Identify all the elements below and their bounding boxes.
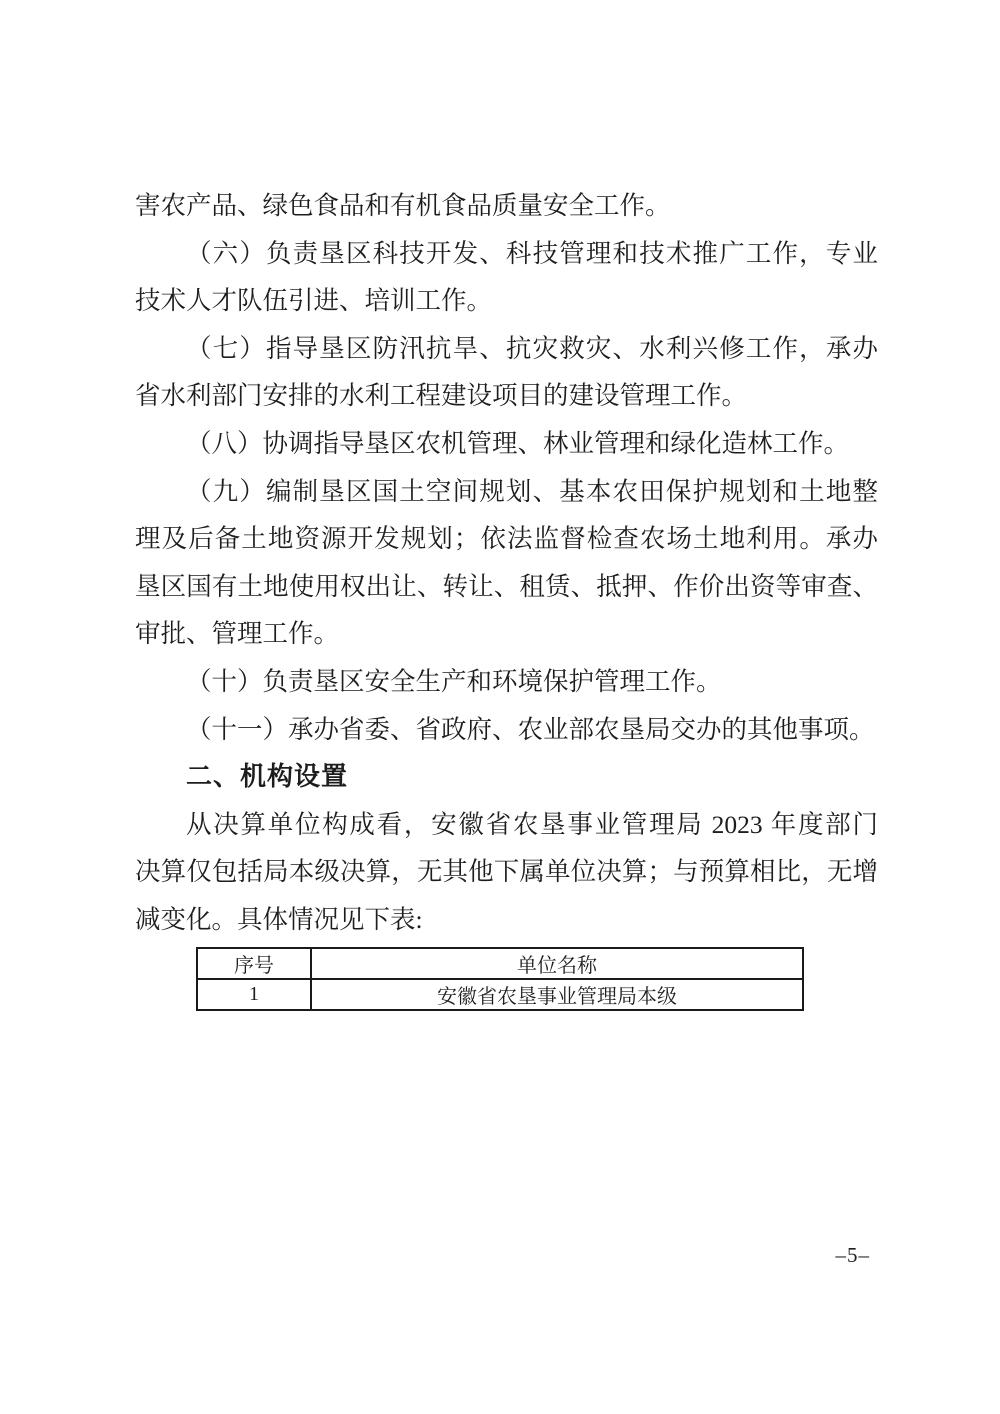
page-number: –5– [835, 1243, 870, 1267]
paragraph-line-item-9-cont-3: 审批、管理工作。 [135, 619, 340, 649]
paragraph-line-item-11: （十一）承办省委、省政府、农业部农垦局交办的其他事项。 [186, 714, 875, 744]
table-header-serial-number: 序号 [197, 948, 311, 979]
paragraph-line-item-9-cont-1: 理及后备土地资源开发规划；依法监督检查农场土地利用。承办 [135, 524, 878, 554]
table-header-row [197, 948, 803, 979]
paragraph-line-continuation: 害农产品、绿色食品和有机食品质量安全工作。 [135, 191, 671, 220]
paragraph-line-org-intro-2: 决算仅包括局本级决算，无其他下属单位决算；与预算相比，无增 [135, 857, 878, 887]
table-header-unit-name: 单位名称 [311, 948, 803, 979]
section-heading-organization-setup: 二、机构设置 [186, 761, 349, 792]
paragraph-line-item-6-cont: 技术人才队伍引进、培训工作。 [135, 286, 493, 316]
paragraph-line-org-intro-3: 减变化。具体情况见下表: [135, 904, 423, 934]
paragraph-line-org-intro-1: 从决算单位构成看，安徽省农垦事业管理局 2023 年度部门 [186, 809, 878, 839]
paragraph-line-item-9-cont-2: 垦区国有土地使用权出让、转让、租赁、抵押、作价出资等审查、 [135, 571, 878, 601]
unit-table-container [135, 947, 878, 1011]
table-cell-serial-number: 1 [197, 979, 311, 1010]
table-cell-unit-name: 安徽省农垦事业管理局本级 [311, 979, 803, 1010]
paragraph-line-item-10: （十）负责垦区安全生产和环境保护管理工作。 [186, 666, 722, 696]
unit-table [196, 947, 804, 1011]
paragraph-line-item-6: （六）负责垦区科技开发、科技管理和技术推广工作，专业 [186, 238, 878, 268]
document-body [135, 182, 878, 1011]
paragraph-line-item-8: （八）协调指导垦区农机管理、林业管理和绿化造林工作。 [186, 428, 850, 458]
paragraph-line-item-9: （九）编制垦区国土空间规划、基本农田保护规划和土地整 [186, 476, 878, 506]
paragraph-line-item-7-cont: 省水利部门安排的水利工程建设项目的建设管理工作。 [135, 381, 748, 411]
paragraph-line-item-7: （七）指导垦区防汛抗旱、抗灾救灾、水利兴修工作，承办 [186, 333, 878, 363]
table-row [197, 979, 803, 1010]
